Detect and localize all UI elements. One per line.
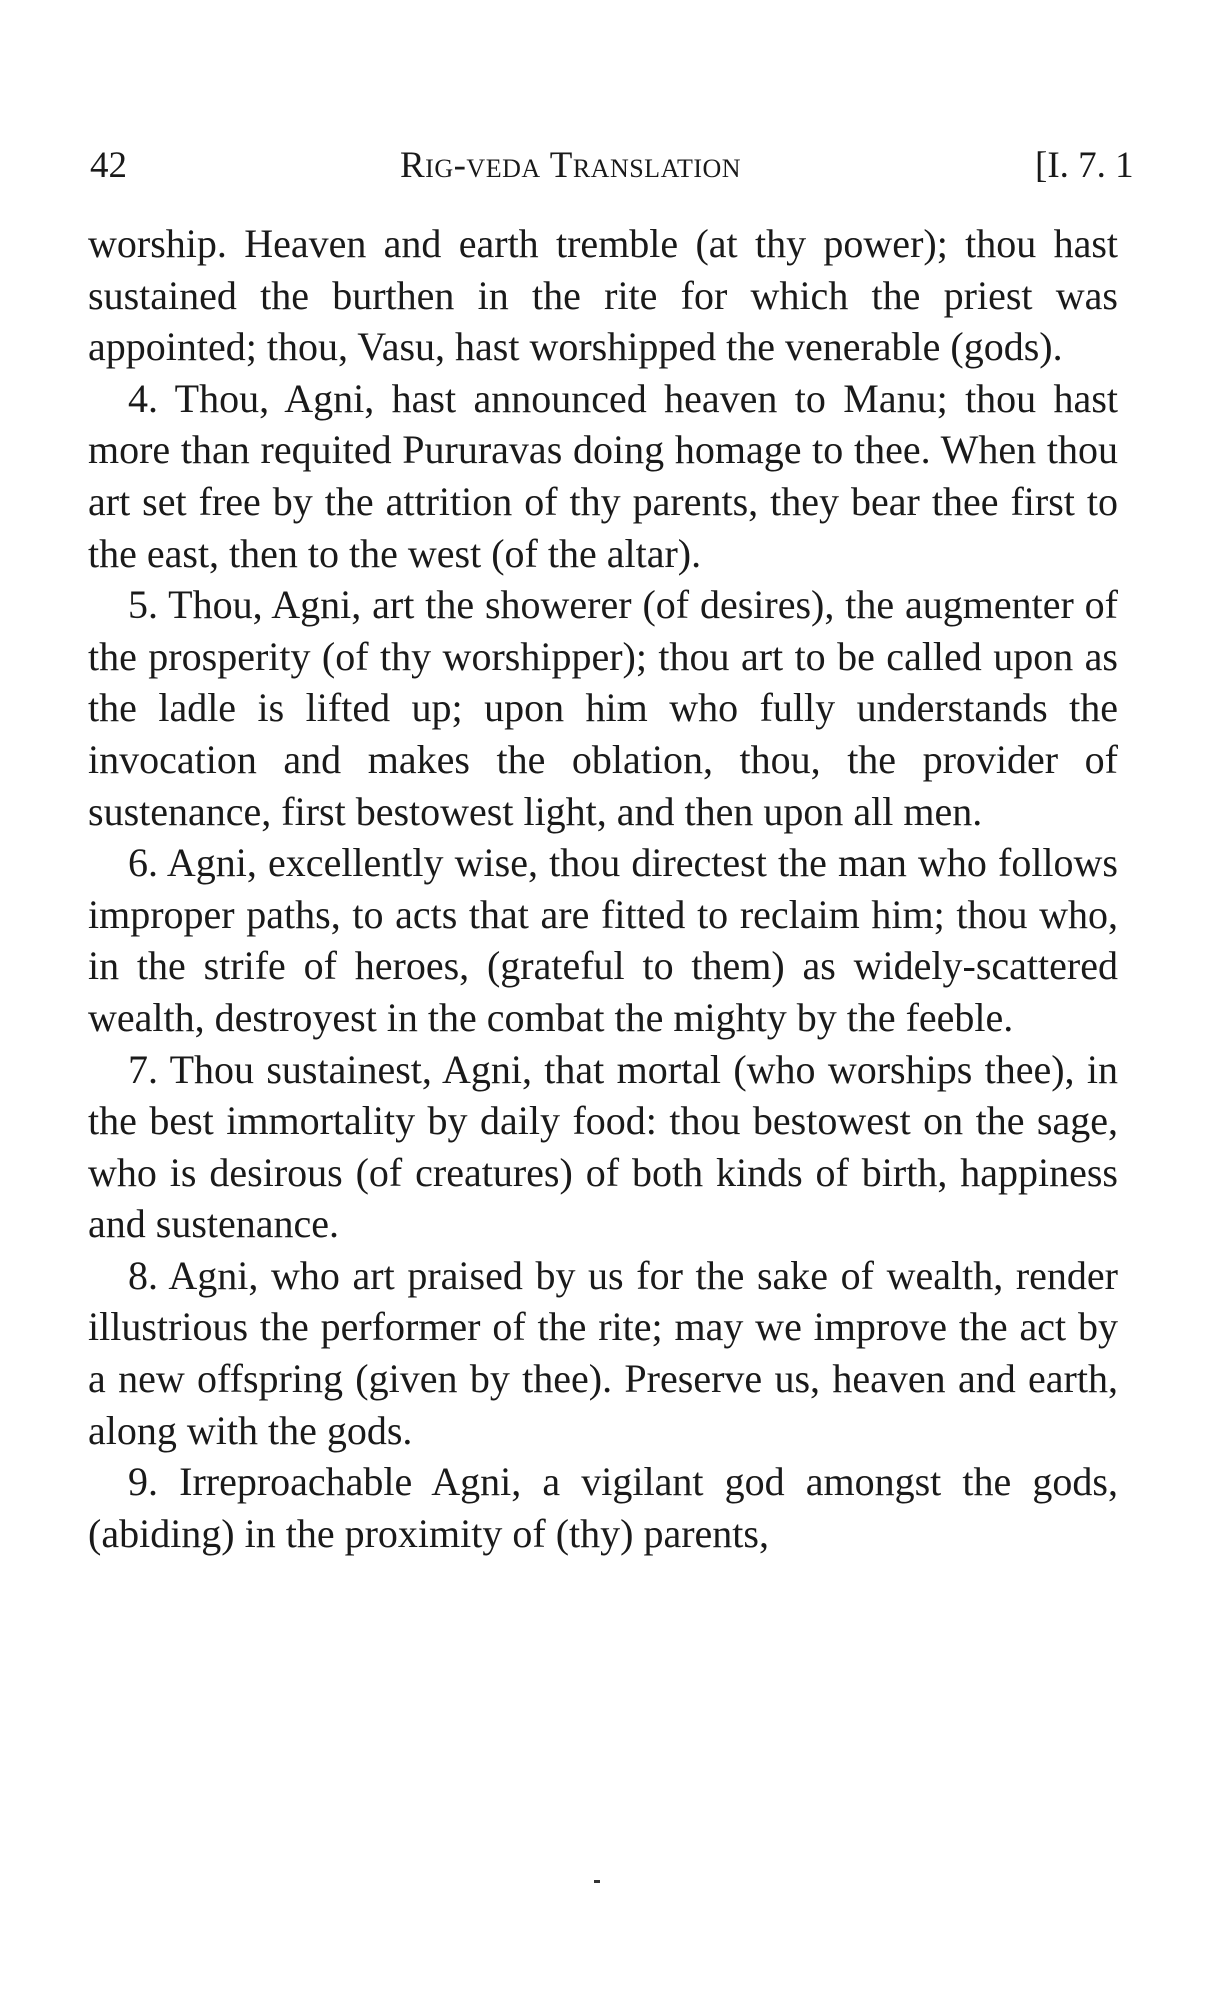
print-mark [594, 1880, 600, 1883]
verse-6: 6. Agni, excellently wise, thou directest the man who follows improper paths, to acts that are fitted to reclaim him; thou who, in the strife of heroes, (grateful to them) as widely-scattered wealth, destroyest in the combat the mighty by the feeble. [88, 840, 1118, 1040]
running-title: Rig-veda Translation [400, 145, 742, 186]
verse-8: 8. Agni, who art praised by us for the sake of wealth, render illustrious the performer of the rite; may we improve the act by a new offspring (given by thee). Preserve us, heaven and earth, along with the gods. [88, 1252, 1118, 1453]
verse-4: 4. Thou, Agni, hast announced heaven to Manu; thou hast more than requited Pururavas doing homage to thee. When thou art set free by the attrition of thy parents, they bear thee first to the east, then to the west (of the altar). [88, 375, 1118, 576]
verse-7: 7. Thou sustainest, Agni, that mortal (who worships thee), in the best immortality by daily food: thou bestowest on the sage, who is desirous (of creatures) of both kinds of birth, happiness and sustenance. [88, 1046, 1118, 1247]
verse-9: 9. Irreproachable Agni, a vigilant god amongst the gods, (abiding) in the proximity of (thy) parents, [88, 1459, 1118, 1556]
paragraph-continuation: worship. Heaven and earth tremble (at thy power); thou hast sustained the burthen in the rite for which the priest was appointed; thou, Vasu, hast worshipped the venerable (gods). [88, 221, 1118, 370]
running-head [0, 140, 1230, 192]
section-reference: [I. 7. 1 [1035, 145, 1134, 186]
page-number: 42 [90, 145, 127, 186]
verse-5: 5. Thou, Agni, art the showerer (of desires), the augmenter of the prosperity (of thy worshipper); thou art to be called upon as the ladle is lifted up; upon him who fully understands the invocation and makes the oblation, thou, the provider of sustenance, first bestowest light, and then upon all men. [88, 582, 1118, 834]
body-text [88, 218, 1118, 1559]
